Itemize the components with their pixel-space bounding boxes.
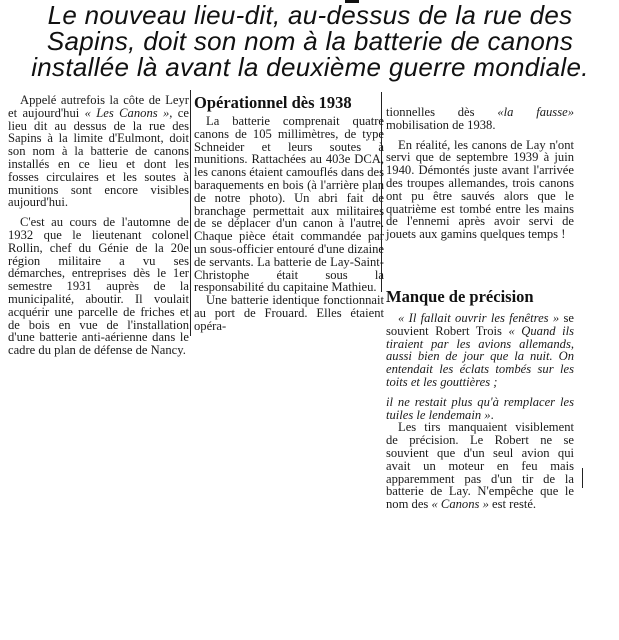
- col2-paragraph-2: Une batterie identique fonctionnait au port de Frouard. Elles étaient opéra-: [194, 293, 384, 333]
- col1-p1-quote: « Les Canons »: [84, 105, 170, 120]
- column-1: [8, 94, 189, 357]
- headline-line-1: Le nouveau lieu-dit, au-dessus de la rue des: [47, 0, 573, 30]
- col1-paragraph-1: [8, 94, 189, 209]
- col3-p4-text-b: est resté.: [488, 497, 537, 512]
- col3-paragraph-1: En réalité, les canons de Lay n'ont servi que de septembre 1939 à juin 1940. Démontés juste avant l'arrivée des troupes allemandes, trois canons ont pu être sauvés alors que le quatrième est tombé entre les mains de l'ennemi après avoir servi de jouets aux gamins quelques temps !: [386, 137, 574, 242]
- col3-p4-quote: « Canons »: [431, 497, 489, 512]
- col1-p1-text-b: , ce lieu dit au dessus de la rue des Sapins à la limite d'Eulmont, doit son nom à la batterie de canons installés en ce lieu et dont les fosses circulaires et les soutes à munitions sont encore visibles aujourd'hui.: [8, 105, 189, 210]
- col3-paragraph-4: [386, 421, 574, 511]
- col3-p0-quote: «la fausse»: [497, 105, 574, 119]
- col1-p1-text-a: Appelé autrefois la côte de Leyr et aujourd'hui: [8, 93, 189, 120]
- col3-p4-text-a: Les tirs manquaient visiblement de précision. Le Robert ne se souvient que d'un seul avion qui avait un moteur en feu mais apparemment pas d'un tir de la batterie de Lay. N'empêche que le nom des: [386, 420, 574, 512]
- subheading-operationnel: Opérationnel dès 1938: [194, 93, 352, 112]
- col1-paragraph-2: C'est au cours de l'automne de 1932 que le lieutenant colonel Rollin, chef du Génie de la 20e région militaire a vu ses démarches, entreprises dès le 1er semestre 1931 auprès de la municipalité, aboutir. Il voulait acquérir une parcelle de friches et de bois en vue de l'installation d'une batterie anti-aérienne dans le cadre du plan de défense de Nancy.: [8, 215, 189, 358]
- col3-p3-quote: il ne restait plus qu'à remplacer les tuiles le lendemain »: [386, 394, 574, 422]
- col3-paragraph-0: [386, 106, 574, 132]
- col3-p2-quote-2: « Quand ils tiraient par les avions allemands, aussi bien de jour que la nuit. On entendait les éclats tombés sur les toits et les gouttières ;: [386, 323, 575, 389]
- col3-p0-text-a: tionnelles dès: [386, 105, 498, 119]
- col3-p0-text-b: mobilisation de 1938.: [386, 117, 496, 132]
- col3-p2-text: se souvient Robert Trois: [386, 311, 575, 338]
- col3-p2-quote-1: « Il fallait ouvrir les fenêtres »: [398, 311, 560, 325]
- column-rule-1: [190, 90, 191, 336]
- column-3-top: [386, 106, 574, 241]
- article-headline: [6, 2, 614, 80]
- column-3-bottom: [386, 312, 574, 511]
- column-2: [194, 115, 384, 333]
- col3-paragraph-3: [386, 396, 574, 422]
- col2-paragraph-1: La batterie comprenait quatre canons de 105 millimètres, de type Schneider et leurs soutes à munitions. Rattachées au 403e DCA, les canons étaient camouflés dans des baraquements en bois (à l'arrière plan de notre photo). Un abri fait de branchage permettait aux militaires de se déplacer d'un canon à l'autre. Chaque pièce était commandée par un sous-officier entouré d'une dizaine de servants. La batterie de Lay-Saint-Christophe était sous la responsabilité du capitaine Mathieu.: [194, 114, 384, 295]
- headline-line-2: Sapins, doit son nom à la batterie de canons: [46, 26, 574, 56]
- col3-p3-text: .: [490, 407, 494, 422]
- col3-paragraph-2: [386, 312, 574, 389]
- headline-line-3: installée là avant la deuxième guerre mondiale.: [31, 52, 589, 82]
- subheading-manque-precision: Manque de précision: [386, 287, 534, 306]
- margin-mark: [582, 468, 583, 488]
